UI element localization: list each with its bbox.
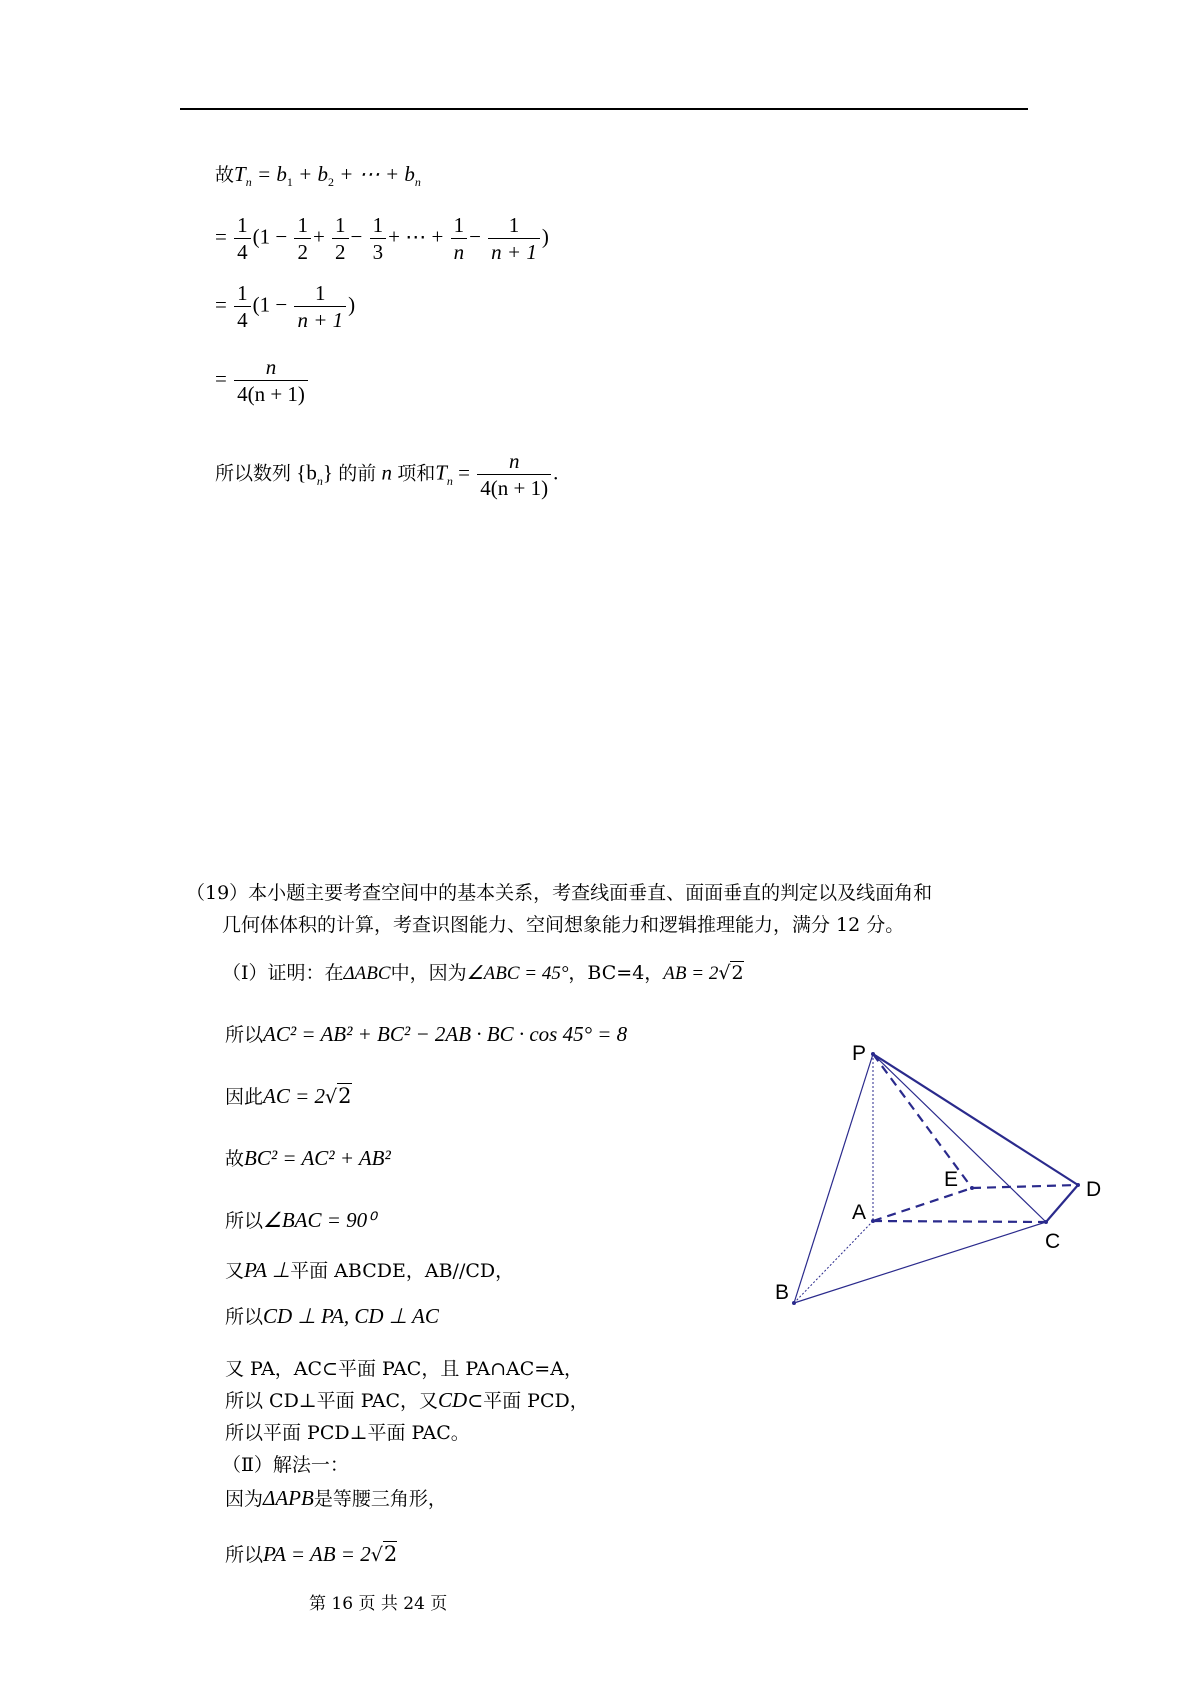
proof-line-10: 所以平面 PCD⊥平面 PAC。 <box>225 1422 470 1444</box>
page-footer: 第 16 页 共 24 页 <box>309 1594 448 1614</box>
proof-line-12: 所以PA = AB = 2√2 <box>225 1542 398 1566</box>
edge-pd <box>873 1054 1078 1185</box>
summation-line-3: = $\frac{1}{4}$ (1 − $\frac{1}{n + 1}$ ) <box>215 281 356 333</box>
summation-line-2: = $\frac{1}{4}$ (1 − $\frac{1}{2}$ + $\frac{1}{2}$ − $\frac{1}{3}$ + ⋯ + $\frac{1}{n}$ − $\frac{1}{n + 1}$ ) <box>215 213 549 265</box>
label-b: B <box>775 1281 790 1304</box>
summation-line-4: = $\frac{n}{4(n + 1)}$ <box>215 354 310 408</box>
label-e: E <box>944 1168 959 1191</box>
summation-conclusion: 所以数列 $\{b_n\}$ 的前 n 项和$T_n$ = $\frac{n}{4(n + 1)}$ . <box>215 449 559 501</box>
label-d: D <box>1086 1178 1102 1201</box>
proof-line-pa-perp: 又PA ⊥平面 ABCDE，AB//CD， <box>225 1258 515 1282</box>
proof-line-pythag: 故BC² = AC² + AB² <box>225 1146 391 1170</box>
proof-line-11: 因为ΔAPB是等腰三角形， <box>225 1486 447 1510</box>
summation-line-1: 故$T_n = b_1 + b_2$ + ⋯ + $b_n$ <box>215 162 421 190</box>
part1-statement: （Ⅰ）证明：在ΔABC中，因为∠ABC = 45°，BC=4，AB = 2√2 <box>222 962 744 984</box>
edge-ac <box>873 1221 1046 1222</box>
pyramid-figure <box>770 1030 1110 1310</box>
header-rule <box>180 108 1028 110</box>
problem19-intro-line2: 几何体体积的计算，考查识图能力、空间想象能力和逻辑推理能力，满分 12 分。 <box>222 914 905 936</box>
edge-bc <box>794 1222 1046 1303</box>
label-c: C <box>1045 1230 1061 1253</box>
proof-line-cd-perp: 所以CD ⊥ PA, CD ⊥ AC <box>225 1304 439 1328</box>
proof-line-angle: 所以∠BAC = 90⁰ <box>225 1208 376 1232</box>
problem19-intro-line1: （19）本小题主要考查空间中的基本关系，考查线面垂直、面面垂直的判定以及线面角和 <box>186 882 933 904</box>
proof-line-8: 又 PA，AC⊂平面 PAC，且 PA∩AC=A， <box>225 1358 583 1380</box>
edge-pc <box>873 1054 1046 1222</box>
edge-cd <box>1046 1185 1078 1222</box>
label-a: A <box>852 1201 867 1224</box>
edge-ae <box>873 1188 972 1221</box>
label-p: P <box>852 1042 867 1065</box>
edge-pb <box>794 1054 873 1303</box>
part2-label: （Ⅱ）解法一： <box>222 1454 349 1476</box>
edge-ed <box>972 1185 1078 1188</box>
proof-line-9: 所以 CD⊥平面 PAC，又CD⊂平面 PCD， <box>225 1388 589 1412</box>
proof-line-cosine: 所以AC² = AB² + BC² − 2AB · BC · cos 45° = 8 <box>225 1022 628 1046</box>
proof-line-ac: 因此AC = 2√2 <box>225 1084 352 1108</box>
